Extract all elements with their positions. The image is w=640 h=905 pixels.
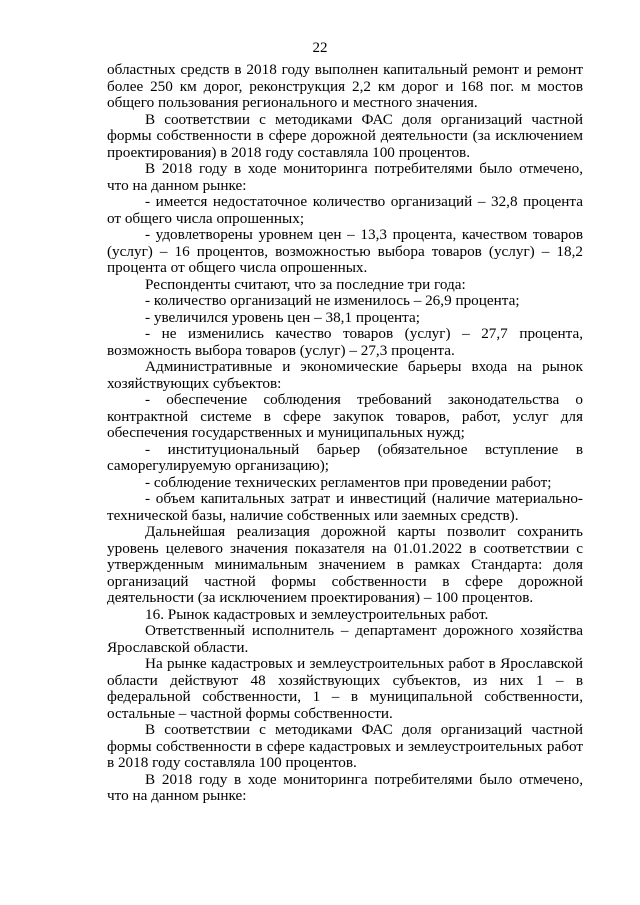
paragraph: Административные и экономические барьеры входа на рынок хозяйствующих субъектов: <box>107 358 583 392</box>
paragraph: В соответствии с методиками ФАС доля организаций частной формы собственности в сфере дорожной деятельности (за исключением проектирования) в 2018 году составляла 100 процентов. <box>107 110 583 161</box>
paragraph: В соответствии с методиками ФАС доля организаций частной формы собственности в сфере кадастровых и землеустроительных работ в 2018 году составляла 100 процентов. <box>107 721 583 771</box>
paragraph: Ответственный исполнитель – департамент дорожного хозяйства Ярославской области. <box>107 622 583 656</box>
document-body <box>107 62 583 805</box>
paragraph: На рынке кадастровых и землеустроительных работ в Ярославской области действуют 48 хозяйствующих субъектов, из них 1 – в федеральной собственности, 1 – в муниципальной собственности, остальные – частной формы собственности. <box>107 655 583 722</box>
paragraph: Респонденты считают, что за последние три года: <box>145 275 466 293</box>
paragraph: В 2018 году в ходе мониторинга потребителями было отмечено, что на данном рынке: <box>107 770 583 804</box>
list-item: - объем капитальных затрат и инвестиций (наличие материально-технической базы, наличие собственных или заемных средств). <box>107 490 583 524</box>
list-item: - институциональный барьер (обязательное вступление в саморегулируемую организацию); <box>107 440 583 474</box>
list-item: - количество организаций не изменилось – 26,9 процента; <box>145 292 520 309</box>
list-item: - не изменились качество товаров (услуг) – 27,7 процента, возможность выбора товаров (услуг) – 27,3 процента. <box>107 325 583 359</box>
list-item: - увеличился уровень цен – 38,1 процента; <box>145 308 420 326</box>
paragraph: В 2018 году в ходе мониторинга потребителями было отмечено, что на данном рынке: <box>107 160 583 194</box>
list-item: - обеспечение соблюдения требований законодательства о контрактной системе в сфере закупок товаров, работ, услуг для обеспечения государственных и муниципальных нужд; <box>107 391 583 441</box>
list-item: - соблюдение технических регламентов при проведении работ; <box>145 473 552 491</box>
section-heading: 16. Рынок кадастровых и землеустроительных работ. <box>145 605 489 623</box>
paragraph: областных средств в 2018 году выполнен капитальный ремонт и ремонт более 250 км дорог, реконструкция 2,2 км дорог и 168 пог. м мостов общего пользования регионального и местного значения. <box>107 61 583 111</box>
page-number: 22 <box>312 40 328 56</box>
paragraph: Дальнейшая реализация дорожной карты позволит сохранить уровень целевого значения показателя на 01.01.2022 в соответствии с утвержденным минимальным значением в рамках Стандарта: доля организаций частной формы собственности в сфере дорожной деятельности (за исключением проектирования) – 100 процентов. <box>107 523 583 606</box>
list-item: - имеется недостаточное количество организаций – 32,8 процента от общего числа опрошенных; <box>107 193 583 227</box>
list-item: - удовлетворены уровнем цен – 13,3 процента, качеством товаров (услуг) – 16 процентов, возможностью выбора товаров (услуг) – 18,2 процента от общего числа опрошенных. <box>107 226 583 276</box>
